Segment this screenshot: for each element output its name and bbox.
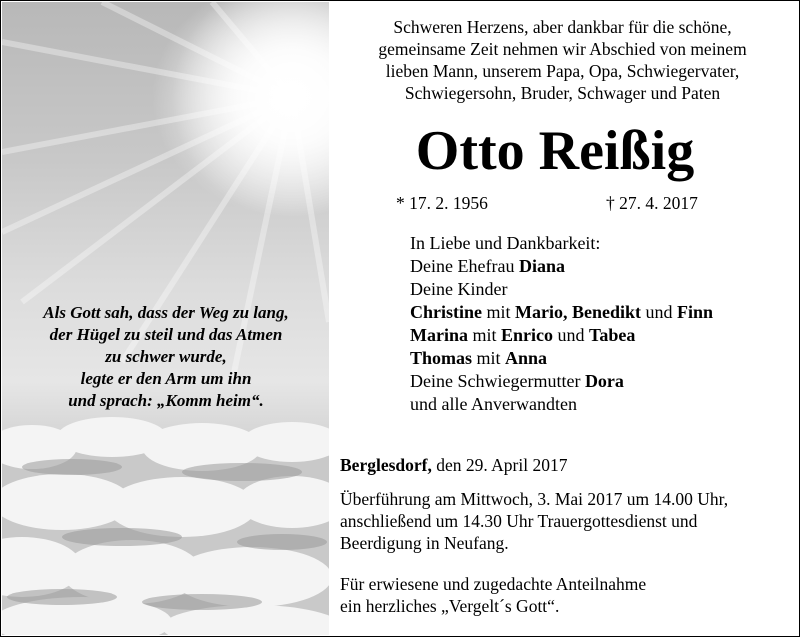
wife-label: Deine Ehefrau (410, 256, 519, 276)
funeral-line: Beerdigung in Neufang. (340, 533, 509, 553)
partner-name: Enrico (501, 325, 554, 345)
with-text: mit (468, 325, 502, 345)
intro-line: gemeinsame Zeit nehmen wir Abschied von meinem (378, 39, 747, 59)
mother-in-law-label: Deine Schwiegermutter (410, 371, 585, 391)
with-text: mit (472, 348, 506, 368)
deceased-name: Otto Reißig (415, 120, 695, 182)
sky-clouds-image (2, 2, 329, 635)
child-name: Thomas (410, 348, 473, 368)
child-line (410, 347, 713, 370)
mother-in-law-name: Dora (584, 371, 624, 391)
intro-line: Schwiegersohn, Bruder, Schwager und Paten (404, 83, 721, 103)
family-intro: In Liebe und Dankbarkeit: (410, 233, 601, 253)
thanks-line: Für erwiesene und zugedachte Anteilnahme (340, 574, 647, 594)
child-name: Christine (410, 302, 482, 322)
place-date (340, 454, 567, 476)
wife-name: Diana (518, 256, 565, 276)
place-name: Berglesdorf, (340, 455, 432, 475)
partner-name: Anna (505, 348, 548, 368)
intro-text (335, 16, 790, 104)
quote-line: legte er den Arm um ihn (80, 369, 252, 388)
relatives-line: und alle Anverwandten (410, 394, 577, 414)
funeral-line: anschließend um 14.30 Uhr Trauergottesdienst und (340, 511, 698, 531)
grandchild-name: Tabea (589, 325, 636, 345)
grandchild-name: Finn (677, 302, 714, 322)
quote-line: der Hügel zu steil und das Atmen (49, 325, 283, 344)
wife-line (410, 255, 713, 278)
with-text: mit (482, 302, 516, 322)
intro-line: Schweren Herzens, aber dankbar für die schöne, (393, 17, 732, 37)
birth-date: * 17. 2. 1956 (396, 193, 488, 213)
children-label: Deine Kinder (410, 279, 508, 299)
memorial-quote (10, 302, 322, 412)
partner-names: Mario, Benedikt (515, 302, 642, 322)
child-name: Marina (410, 325, 468, 345)
mother-in-law-line (410, 370, 713, 393)
funeral-line: Überführung am Mittwoch, 3. Mai 2017 um 14.00 Uhr, (340, 489, 729, 509)
date-text: den 29. April 2017 (431, 455, 568, 475)
thanks-text (340, 573, 646, 617)
quote-line: und sprach: „Komm heim“. (68, 391, 264, 410)
quote-line: Als Gott sah, dass der Weg zu lang, (43, 303, 289, 322)
family-list (410, 232, 713, 416)
child-line (410, 324, 713, 347)
cloud-layer-graphic (2, 407, 329, 635)
and-text: und (641, 302, 678, 322)
intro-line: lieben Mann, unserem Papa, Opa, Schwiegervater, (385, 61, 740, 81)
child-line (410, 301, 713, 324)
funeral-info (340, 488, 728, 554)
thanks-line: ein herzliches „Vergelt´s Gott“. (340, 596, 560, 616)
and-text: und (553, 325, 590, 345)
quote-line: zu schwer wurde, (105, 347, 227, 366)
death-date: † 27. 4. 2017 (606, 193, 698, 213)
